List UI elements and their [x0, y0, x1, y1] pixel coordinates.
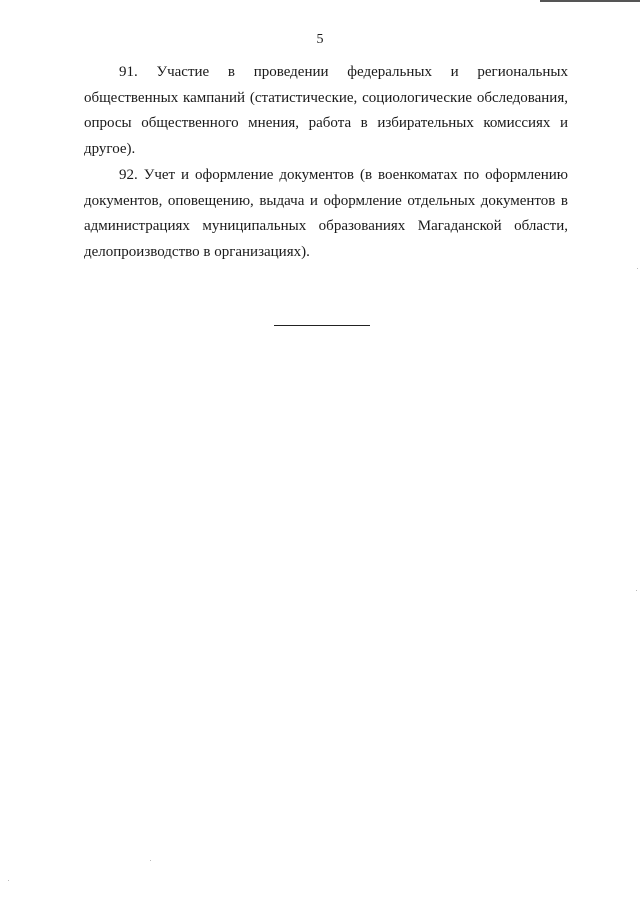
scan-speck — [150, 860, 151, 861]
scan-speck — [637, 268, 638, 269]
page-number: 5 — [316, 32, 324, 47]
list-item-92: 92. Учет и оформление документов (в военкоматах по оформлению документов, оповещению, выдача и оформление отдельных документов в администрациях муниципальных образованиях Магаданской области, делопроизводство в организациях). — [84, 166, 568, 260]
scan-speck — [636, 590, 637, 591]
list-item-91: 91. Участие в проведении федеральных и региональных общественных кампаний (статистические, социологические обследования, опросы общественного мнения, работа в избирательных комиссиях и другое). — [84, 64, 568, 158]
scan-speck — [8, 880, 9, 881]
end-separator-line — [274, 325, 370, 326]
document-body — [84, 60, 568, 266]
scan-edge-mark — [540, 0, 640, 2]
